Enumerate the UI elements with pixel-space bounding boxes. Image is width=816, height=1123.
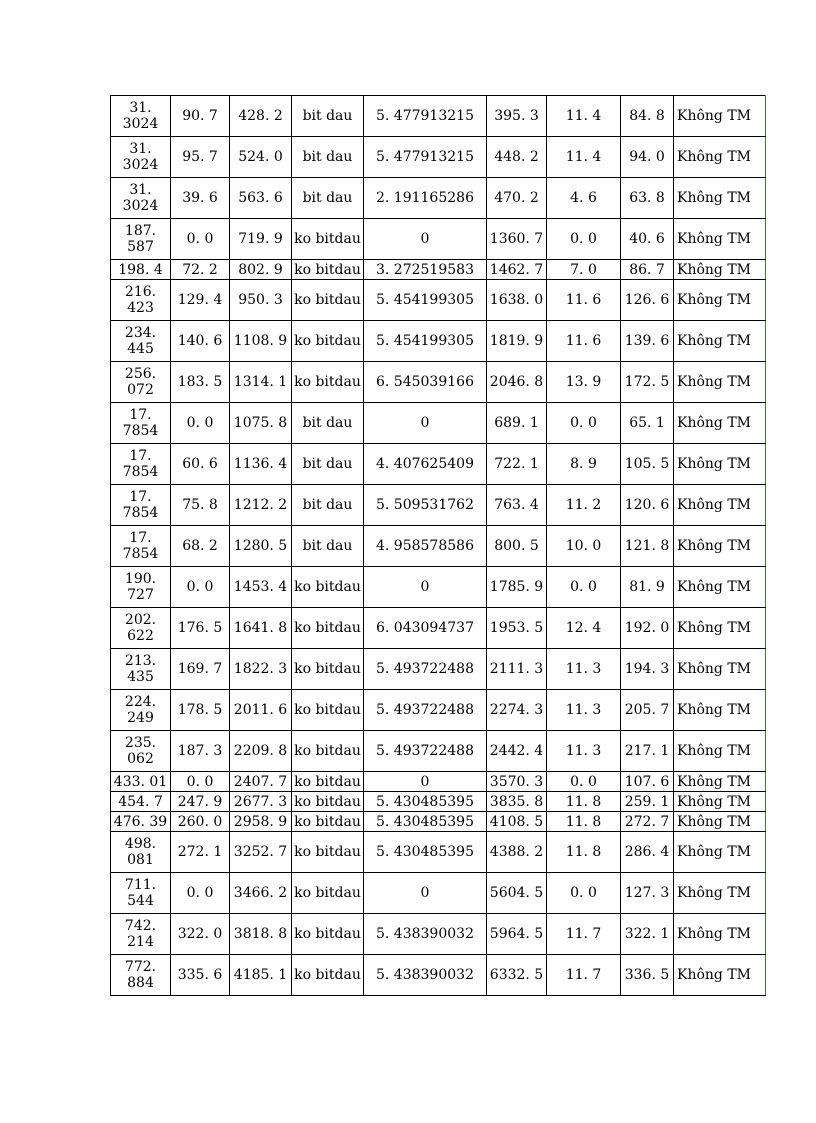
table-cell: Không TM xyxy=(674,690,766,731)
table-cell: 11. 8 xyxy=(547,792,621,812)
table-cell: 11. 3 xyxy=(547,649,621,690)
table-cell: 12. 4 xyxy=(547,608,621,649)
table-cell: Không TM xyxy=(674,608,766,649)
table-row xyxy=(111,280,766,321)
table-cell: 395. 3 xyxy=(487,96,547,137)
table-cell: 2958. 9 xyxy=(230,812,292,832)
table-cell: 0. 0 xyxy=(171,403,230,444)
table-cell: 1453. 4 xyxy=(230,567,292,608)
table-cell: 5604. 5 xyxy=(487,873,547,914)
table-cell: 3818. 8 xyxy=(230,914,292,955)
table-cell: 11. 6 xyxy=(547,321,621,362)
table-cell: Không TM xyxy=(674,219,766,260)
table-cell: 75. 8 xyxy=(171,485,230,526)
table-cell: 107. 6 xyxy=(621,772,674,792)
table-cell: 2046. 8 xyxy=(487,362,547,403)
table-cell: 194. 3 xyxy=(621,649,674,690)
table-row xyxy=(111,137,766,178)
table-cell: 0. 0 xyxy=(547,567,621,608)
table-cell: 448. 2 xyxy=(487,137,547,178)
table-cell: 31. 3024 xyxy=(111,178,171,219)
table-cell: Không TM xyxy=(674,321,766,362)
table-cell: 4388. 2 xyxy=(487,832,547,873)
table-cell: 190. 727 xyxy=(111,567,171,608)
table-cell: bit dau xyxy=(292,96,364,137)
table-cell: 13. 9 xyxy=(547,362,621,403)
table-cell: 1953. 5 xyxy=(487,608,547,649)
table-cell: Không TM xyxy=(674,812,766,832)
table-cell: 72. 2 xyxy=(171,260,230,280)
table-cell: 205. 7 xyxy=(621,690,674,731)
table-cell: Không TM xyxy=(674,832,766,873)
table-cell: 60. 6 xyxy=(171,444,230,485)
table-cell: 3466. 2 xyxy=(230,873,292,914)
table-cell: 3. 272519583 xyxy=(364,260,487,280)
table-row xyxy=(111,260,766,280)
table-cell: 4185. 1 xyxy=(230,955,292,996)
table-row xyxy=(111,608,766,649)
table-cell: 1819. 9 xyxy=(487,321,547,362)
table-cell: ko bitdau xyxy=(292,608,364,649)
table-cell: ko bitdau xyxy=(292,690,364,731)
table-cell: 3835. 8 xyxy=(487,792,547,812)
table-cell: 1641. 8 xyxy=(230,608,292,649)
table-cell: 719. 9 xyxy=(230,219,292,260)
table-cell: 433. 01 xyxy=(111,772,171,792)
table-cell: ko bitdau xyxy=(292,567,364,608)
table-cell: Không TM xyxy=(674,567,766,608)
table-cell: 5. 454199305 xyxy=(364,280,487,321)
table-cell: 94. 0 xyxy=(621,137,674,178)
table-cell: 950. 3 xyxy=(230,280,292,321)
table-cell: 335. 6 xyxy=(171,955,230,996)
table-cell: 470. 2 xyxy=(487,178,547,219)
table-row xyxy=(111,873,766,914)
table-row xyxy=(111,485,766,526)
table-cell: 336. 5 xyxy=(621,955,674,996)
table-cell: 5. 477913215 xyxy=(364,96,487,137)
table-cell: 126. 6 xyxy=(621,280,674,321)
table-cell: 272. 1 xyxy=(171,832,230,873)
table-cell: 5. 493722488 xyxy=(364,690,487,731)
table-cell: 322. 0 xyxy=(171,914,230,955)
table-cell: 187. 587 xyxy=(111,219,171,260)
table-cell: 2111. 3 xyxy=(487,649,547,690)
table-cell: 1462. 7 xyxy=(487,260,547,280)
table-cell: 1638. 0 xyxy=(487,280,547,321)
table-cell: 2. 191165286 xyxy=(364,178,487,219)
table-cell: 5. 454199305 xyxy=(364,321,487,362)
table-cell: 11. 2 xyxy=(547,485,621,526)
table-cell: 129. 4 xyxy=(171,280,230,321)
table-cell: ko bitdau xyxy=(292,731,364,772)
table-cell: ko bitdau xyxy=(292,832,364,873)
table-cell: 5. 438390032 xyxy=(364,914,487,955)
table-row xyxy=(111,362,766,403)
table-cell: 17. 7854 xyxy=(111,526,171,567)
table-cell: Không TM xyxy=(674,137,766,178)
table-row xyxy=(111,690,766,731)
table-cell: 256. 072 xyxy=(111,362,171,403)
table-cell: 454. 7 xyxy=(111,792,171,812)
table-row xyxy=(111,178,766,219)
table-cell: 202. 622 xyxy=(111,608,171,649)
table-cell: 2442. 4 xyxy=(487,731,547,772)
table-cell: 11. 3 xyxy=(547,731,621,772)
table-cell: 172. 5 xyxy=(621,362,674,403)
table-cell: 1785. 9 xyxy=(487,567,547,608)
table-cell: 11. 3 xyxy=(547,690,621,731)
table-cell: 1280. 5 xyxy=(230,526,292,567)
table-cell: Không TM xyxy=(674,485,766,526)
table-cell: ko bitdau xyxy=(292,362,364,403)
table-cell: 81. 9 xyxy=(621,567,674,608)
table-cell: 140. 6 xyxy=(171,321,230,362)
table-cell: 31. 3024 xyxy=(111,137,171,178)
table-cell: Không TM xyxy=(674,914,766,955)
table-cell: 689. 1 xyxy=(487,403,547,444)
table-cell: 259. 1 xyxy=(621,792,674,812)
table-cell: 11. 4 xyxy=(547,137,621,178)
table-cell: bit dau xyxy=(292,526,364,567)
table-cell: 1108. 9 xyxy=(230,321,292,362)
table-cell: 1136. 4 xyxy=(230,444,292,485)
table-cell: 247. 9 xyxy=(171,792,230,812)
table-cell: 235. 062 xyxy=(111,731,171,772)
table-cell: 6. 545039166 xyxy=(364,362,487,403)
table-row xyxy=(111,914,766,955)
table-cell: 6332. 5 xyxy=(487,955,547,996)
table-cell: 0. 0 xyxy=(547,873,621,914)
table-cell: 0. 0 xyxy=(171,219,230,260)
table-row xyxy=(111,321,766,362)
table-cell: 272. 7 xyxy=(621,812,674,832)
table-cell: 176. 5 xyxy=(171,608,230,649)
table-cell: 120. 6 xyxy=(621,485,674,526)
table-body xyxy=(111,96,766,996)
table-cell: 10. 0 xyxy=(547,526,621,567)
table-cell: 5. 430485395 xyxy=(364,812,487,832)
table-cell: ko bitdau xyxy=(292,914,364,955)
table-cell: Không TM xyxy=(674,731,766,772)
table-row xyxy=(111,444,766,485)
table-cell: 800. 5 xyxy=(487,526,547,567)
table-cell: Không TM xyxy=(674,280,766,321)
table-cell: 5. 477913215 xyxy=(364,137,487,178)
table-cell: Không TM xyxy=(674,873,766,914)
table-cell: 1212. 2 xyxy=(230,485,292,526)
table-cell: bit dau xyxy=(292,178,364,219)
table-cell: 4. 407625409 xyxy=(364,444,487,485)
table-cell: 2011. 6 xyxy=(230,690,292,731)
table-row xyxy=(111,772,766,792)
table-cell: 476. 39 xyxy=(111,812,171,832)
table-cell: 2407. 7 xyxy=(230,772,292,792)
table-cell: 802. 9 xyxy=(230,260,292,280)
table-cell: Không TM xyxy=(674,526,766,567)
table-cell: Không TM xyxy=(674,96,766,137)
table-cell: 1314. 1 xyxy=(230,362,292,403)
table-cell: Không TM xyxy=(674,649,766,690)
table-cell: 224. 249 xyxy=(111,690,171,731)
table-cell: bit dau xyxy=(292,403,364,444)
table-cell: 234. 445 xyxy=(111,321,171,362)
table-cell: 563. 6 xyxy=(230,178,292,219)
table-cell: bit dau xyxy=(292,137,364,178)
table-cell: 0 xyxy=(364,567,487,608)
table-cell: 4108. 5 xyxy=(487,812,547,832)
table-cell: 183. 5 xyxy=(171,362,230,403)
table-cell: 63. 8 xyxy=(621,178,674,219)
data-table xyxy=(110,95,766,996)
table-cell: 3570. 3 xyxy=(487,772,547,792)
table-cell: ko bitdau xyxy=(292,321,364,362)
table-cell: 65. 1 xyxy=(621,403,674,444)
table-cell: Không TM xyxy=(674,260,766,280)
table-cell: 0. 0 xyxy=(547,403,621,444)
table-row xyxy=(111,96,766,137)
table-row xyxy=(111,812,766,832)
table-cell: 11. 7 xyxy=(547,955,621,996)
table-cell: 1075. 8 xyxy=(230,403,292,444)
table-cell: 2209. 8 xyxy=(230,731,292,772)
table-cell: 139. 6 xyxy=(621,321,674,362)
table-cell: ko bitdau xyxy=(292,873,364,914)
table-cell: bit dau xyxy=(292,485,364,526)
table-cell: Không TM xyxy=(674,772,766,792)
table-cell: Không TM xyxy=(674,362,766,403)
table-cell: 322. 1 xyxy=(621,914,674,955)
table-cell: 8. 9 xyxy=(547,444,621,485)
table-cell: 286. 4 xyxy=(621,832,674,873)
table-cell: 86. 7 xyxy=(621,260,674,280)
table-cell: 2274. 3 xyxy=(487,690,547,731)
table-cell: 187. 3 xyxy=(171,731,230,772)
table-cell: ko bitdau xyxy=(292,280,364,321)
table-cell: Không TM xyxy=(674,178,766,219)
table-row xyxy=(111,792,766,812)
table-cell: 84. 8 xyxy=(621,96,674,137)
table-cell: 17. 7854 xyxy=(111,444,171,485)
table-cell: 95. 7 xyxy=(171,137,230,178)
table-cell: ko bitdau xyxy=(292,219,364,260)
table-cell: 428. 2 xyxy=(230,96,292,137)
table-cell: 216. 423 xyxy=(111,280,171,321)
table-cell: 31. 3024 xyxy=(111,96,171,137)
table-cell: 121. 8 xyxy=(621,526,674,567)
table-cell: 11. 8 xyxy=(547,832,621,873)
table-row xyxy=(111,567,766,608)
table-cell: 127. 3 xyxy=(621,873,674,914)
table-cell: ko bitdau xyxy=(292,792,364,812)
table-cell: 0. 0 xyxy=(171,873,230,914)
table-cell: 17. 7854 xyxy=(111,403,171,444)
table-cell: ko bitdau xyxy=(292,812,364,832)
table-cell: 198. 4 xyxy=(111,260,171,280)
table-cell: 5. 493722488 xyxy=(364,731,487,772)
table-cell: 11. 4 xyxy=(547,96,621,137)
table-cell: 40. 6 xyxy=(621,219,674,260)
table-cell: 105. 5 xyxy=(621,444,674,485)
table-cell: 1822. 3 xyxy=(230,649,292,690)
table-cell: 2677. 3 xyxy=(230,792,292,812)
table-cell: 4. 958578586 xyxy=(364,526,487,567)
table-row xyxy=(111,955,766,996)
table-cell: 711. 544 xyxy=(111,873,171,914)
table-cell: 0. 0 xyxy=(171,567,230,608)
table-cell: 0 xyxy=(364,772,487,792)
table-cell: Không TM xyxy=(674,792,766,812)
table-cell: 5. 430485395 xyxy=(364,792,487,812)
table-cell: 217. 1 xyxy=(621,731,674,772)
table-cell: 5. 438390032 xyxy=(364,955,487,996)
table-cell: 763. 4 xyxy=(487,485,547,526)
table-row xyxy=(111,649,766,690)
table-cell: ko bitdau xyxy=(292,955,364,996)
table-cell: 68. 2 xyxy=(171,526,230,567)
table-cell: Không TM xyxy=(674,403,766,444)
table-cell: ko bitdau xyxy=(292,260,364,280)
table-cell: 5. 509531762 xyxy=(364,485,487,526)
table-cell: 4. 6 xyxy=(547,178,621,219)
table-cell: ko bitdau xyxy=(292,772,364,792)
table-row xyxy=(111,832,766,873)
table-cell: 0. 0 xyxy=(547,219,621,260)
table-cell: 0. 0 xyxy=(547,772,621,792)
table-cell: 0 xyxy=(364,219,487,260)
table-row xyxy=(111,731,766,772)
table-cell: 6. 043094737 xyxy=(364,608,487,649)
table-cell: bit dau xyxy=(292,444,364,485)
table-row xyxy=(111,403,766,444)
table-cell: 169. 7 xyxy=(171,649,230,690)
table-cell: 11. 6 xyxy=(547,280,621,321)
table-cell: 722. 1 xyxy=(487,444,547,485)
table-cell: 39. 6 xyxy=(171,178,230,219)
table-cell: 742. 214 xyxy=(111,914,171,955)
table-cell: 498. 081 xyxy=(111,832,171,873)
table-cell: 90. 7 xyxy=(171,96,230,137)
table-cell: 17. 7854 xyxy=(111,485,171,526)
table-cell: 178. 5 xyxy=(171,690,230,731)
table-cell: 0. 0 xyxy=(171,772,230,792)
table-cell: 5964. 5 xyxy=(487,914,547,955)
table-cell: 3252. 7 xyxy=(230,832,292,873)
table-cell: 5. 493722488 xyxy=(364,649,487,690)
table-cell: 192. 0 xyxy=(621,608,674,649)
table-cell: 772. 884 xyxy=(111,955,171,996)
table-cell: ko bitdau xyxy=(292,649,364,690)
table-cell: 524. 0 xyxy=(230,137,292,178)
table-cell: Không TM xyxy=(674,955,766,996)
table-cell: 11. 8 xyxy=(547,812,621,832)
table-row xyxy=(111,219,766,260)
table-row xyxy=(111,526,766,567)
table-cell: 260. 0 xyxy=(171,812,230,832)
table-cell: 7. 0 xyxy=(547,260,621,280)
table-cell: 213. 435 xyxy=(111,649,171,690)
table-cell: 0 xyxy=(364,873,487,914)
table-cell: Không TM xyxy=(674,444,766,485)
table-cell: 5. 430485395 xyxy=(364,832,487,873)
table-cell: 0 xyxy=(364,403,487,444)
table-cell: 11. 7 xyxy=(547,914,621,955)
table-cell: 1360. 7 xyxy=(487,219,547,260)
